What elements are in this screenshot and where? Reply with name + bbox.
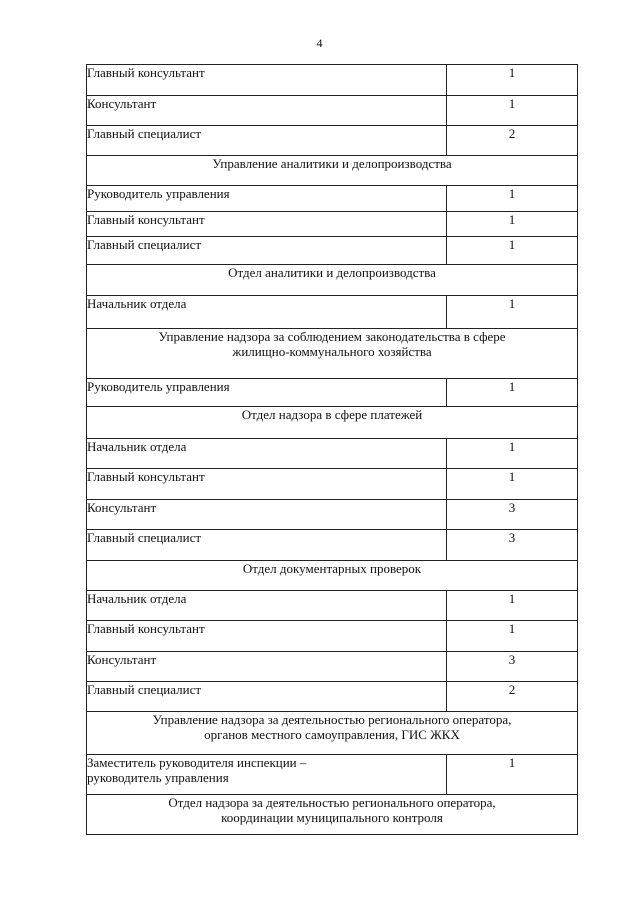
section-title [87, 265, 578, 296]
position-count: 1 [447, 237, 578, 265]
position-title: Главный специалист [87, 237, 447, 265]
page-number: 4 [316, 36, 323, 50]
position-title: Главный специалист [87, 682, 447, 712]
section-title-line: координации муниципального контроля [221, 810, 443, 825]
table-row [87, 379, 578, 407]
position-title: Руководитель управления [87, 379, 447, 407]
position-title: Главный консультант [87, 621, 447, 652]
position-title: Главный специалист [87, 530, 447, 561]
section-header-row [87, 712, 578, 755]
table-row [87, 530, 578, 561]
position-count: 2 [447, 126, 578, 156]
position-count: 1 [447, 96, 578, 126]
position-count: 1 [447, 621, 578, 652]
position-title: Консультант [87, 652, 447, 682]
position-count: 1 [447, 591, 578, 621]
section-title-line: Отдел надзора за деятельностью регионального оператора, [168, 795, 496, 810]
position-title: Начальник отдела [87, 591, 447, 621]
position-count: 1 [447, 379, 578, 407]
table-row [87, 96, 578, 126]
table-row [87, 65, 578, 96]
section-title-line: Управление аналитики и делопроизводства [212, 156, 452, 171]
section-title-line: органов местного самоуправления, ГИС ЖКХ [204, 727, 460, 742]
section-header-row [87, 407, 578, 439]
section-header-row [87, 795, 578, 835]
section-header-row [87, 156, 578, 186]
section-title-line: Управление надзора за соблюдением законодательства в сфере [158, 329, 506, 344]
position-title: Руководитель управления [87, 186, 447, 212]
table-row [87, 212, 578, 237]
position-title: Главный консультант [87, 65, 447, 96]
table-row [87, 439, 578, 469]
table-row [87, 591, 578, 621]
table-row [87, 469, 578, 500]
position-title: Консультант [87, 500, 447, 530]
table-row [87, 237, 578, 265]
section-title [87, 156, 578, 186]
section-title [87, 561, 578, 591]
position-count: 3 [447, 500, 578, 530]
position-count: 1 [447, 296, 578, 329]
position-count: 1 [447, 65, 578, 96]
table-row [87, 500, 578, 530]
section-header-row [87, 265, 578, 296]
section-header-row [87, 561, 578, 591]
section-title [87, 712, 578, 755]
section-title-line: Отдел аналитики и делопроизводства [228, 265, 436, 280]
section-title-line: Отдел надзора в сфере платежей [241, 407, 423, 422]
position-count: 1 [447, 212, 578, 237]
table-row [87, 755, 578, 795]
section-header-row [87, 329, 578, 379]
section-title-line: Управление надзора за деятельностью регионального оператора, [152, 712, 512, 727]
section-title-line: Отдел документарных проверок [242, 561, 422, 576]
position-title: Главный консультант [87, 212, 447, 237]
table-row [87, 621, 578, 652]
position-title: Заместитель руководителя инспекции – руководитель управления [87, 755, 447, 795]
table-row [87, 186, 578, 212]
table-row [87, 652, 578, 682]
section-title [87, 407, 578, 439]
position-title: Начальник отдела [87, 439, 447, 469]
position-count: 2 [447, 682, 578, 712]
section-title [87, 795, 578, 835]
position-title: Консультант [87, 96, 447, 126]
position-title: Начальник отдела [87, 296, 447, 329]
position-count: 1 [447, 439, 578, 469]
section-title-line: жилищно-коммунального хозяйства [232, 344, 432, 359]
table-row [87, 126, 578, 156]
position-count: 3 [447, 530, 578, 561]
position-count: 1 [447, 469, 578, 500]
position-count: 3 [447, 652, 578, 682]
table-row [87, 296, 578, 329]
position-title: Главный консультант [87, 469, 447, 500]
staffing-table [86, 64, 578, 835]
section-title [87, 329, 578, 379]
staffing-table-body [87, 65, 578, 835]
position-title: Главный специалист [87, 126, 447, 156]
table-row [87, 682, 578, 712]
position-count: 1 [447, 186, 578, 212]
position-count: 1 [447, 755, 578, 795]
